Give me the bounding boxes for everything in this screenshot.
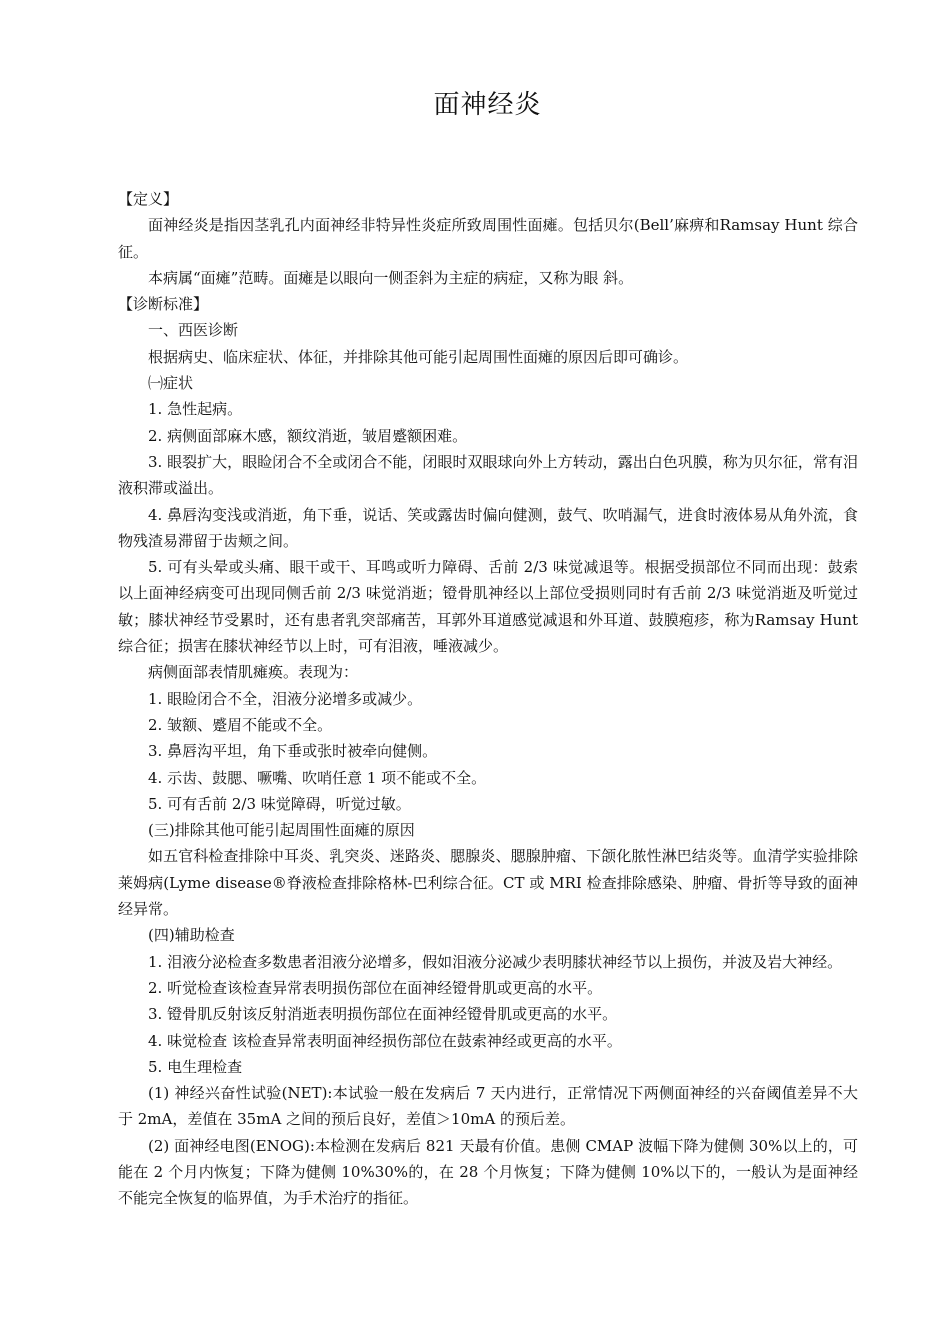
section-heading-definition: 【定义】 [118, 190, 179, 208]
list-item: 5. 可有头晕或头痛、眼干或干、耳鸣或听力障碍、舌前 2/3 味觉减退等。根据受损部位不同而出现：鼓索以上面神经病变可出现同侧舌前 2/3 味觉消逝；镫骨肌神经以上部位受损则同时有舌前 2/3 味觉消逝及听觉过敏；膝状神经节受累时，还有患者乳突部痛苦，耳郭外耳道感觉减退和外耳道、鼓膜疱疹，称为Ramsay Hunt综合征；损害在膝状神经节以上时，可有泪液，唾液减少。 [118, 558, 858, 656]
subheading: (三)排除其他可能引起周围性面瘫的原因 [148, 821, 415, 840]
subheading: (四)辅助检查 [148, 926, 235, 945]
paragraph: 病侧面部表情肌瘫痪。表现为： [148, 663, 359, 682]
list-item: 3. 鼻唇沟平坦，角下垂或张时被牵向健侧。 [148, 742, 438, 761]
list-item: 1. 泪液分泌检查多数患者泪液分泌增多，假如泪液分泌减少表明膝状神经节以上损伤，并波及岩大神经。 [148, 952, 843, 971]
paragraph: 根据病史、临床症状、体征，并排除其他可能引起周围性面瘫的原因后即可确诊。 [148, 347, 689, 366]
list-item: 2. 皱额、蹙眉不能或不全。 [148, 715, 333, 734]
list-item: 4. 鼻唇沟变浅或消逝，角下垂，说话、笑或露齿时偏向健测，鼓气、吹哨漏气，进食时液体易从角外流，食物残渣易滞留于齿颊之间。 [118, 505, 858, 550]
list-item: (1) 神经兴奋性试验(NET):本试验一般在发病后 7 天内进行，正常情况下两侧面神经的兴奋阈值差异不大于 2mA，差值在 35mA 之间的预后良好，差值＞10mA 的预后差。 [118, 1084, 858, 1129]
list-item: (2) 面神经电图(ENOG):本检测在发病后 821 天最有价值。患侧 CMAP 波幅下降为健侧 30%以上的，可能在 2 个月内恢复；下降为健侧 10%30%的，在 28 个月恢复；下降为健侧 10%以下的，一般认为是面神经不能完全恢复的临界值，为手术治疗的指征。 [118, 1136, 858, 1208]
list-item: 1. 眼睑闭合不全，泪液分泌增多或减少。 [148, 689, 423, 708]
list-item: 2. 听觉检查该检查异常表明损伤部位在面神经镫骨肌或更高的水平。 [148, 978, 603, 997]
paragraph: 本病属“面瘫”范畴。面瘫是以眼向一侧歪斜为主症的病症，又称为眼 斜。 [148, 268, 634, 287]
subheading: 一、西医诊断 [148, 321, 239, 340]
list-item: 1. 急性起病。 [148, 400, 243, 419]
list-item: 5. 可有舌前 2/3 味觉障碍，听觉过敏。 [148, 794, 411, 813]
list-item: 3. 眼裂扩大，眼睑闭合不全或闭合不能，闭眼时双眼球向外上方转动，露出白色巩膜，称为贝尔征，常有泪液积滞或溢出。 [118, 452, 858, 498]
paragraph: 如五官科检查排除中耳炎、乳突炎、迷路炎、腮腺炎、腮腺肿瘤、下颌化脓性淋巴结炎等。血清学实验排除莱姆病(Lyme disease®脊液检查排除格林-巴利综合征。CT 或 MRI 检查排除感染、肿瘤、骨折等导致的面神经异常。 [118, 847, 858, 919]
section-heading-diagnosis: 【诊断标准】 [118, 295, 209, 314]
paragraph: 面神经炎是指因茎乳孔内面神经非特异性炎症所致周围性面瘫。包括贝尔(Bell’麻痹和Ramsay Hunt 综合征。 [118, 216, 858, 261]
list-item: 4. 味觉检查 该检查异常表明面神经损伤部位在鼓索神经或更高的水平。 [148, 1031, 622, 1050]
list-item: 4. 示齿、鼓腮、噘嘴、吹哨任意 1 项不能或不全。 [148, 768, 487, 787]
document-title: 面神经炎 [433, 90, 542, 120]
list-item: 2. 病侧面部麻木感，额纹消逝，皱眉蹙额困难。 [148, 426, 468, 445]
document-body [118, 186, 858, 1212]
list-item: 5. 电生理检查 [148, 1057, 243, 1076]
subheading: ㈠症状 [148, 374, 194, 393]
list-item: 3. 镫骨肌反射该反射消逝表明损伤部位在面神经镫骨肌或更高的水平。 [148, 1005, 618, 1024]
